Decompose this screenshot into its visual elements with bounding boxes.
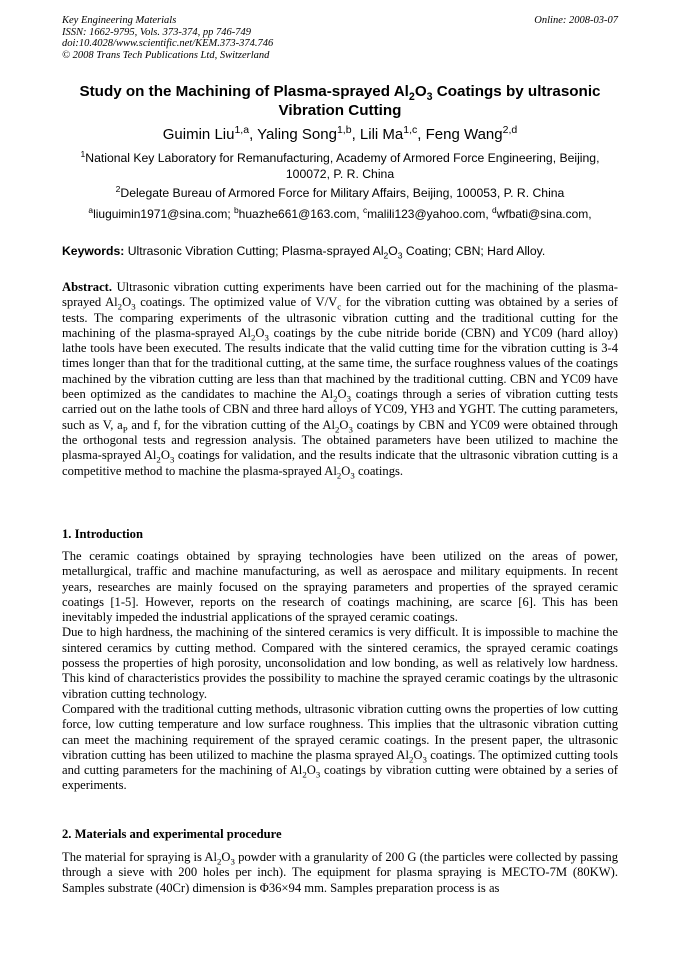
journal-header — [62, 15, 618, 61]
paragraph: The material for spraying is $Al_2O_3$ powder with a granularity of 200 G (the particles were collected by passing through a sieve with 200 holes per inch). The equipment for plasma spraying is MECTO-7M (80KW). Samples substrate (40Cr) dimension is Φ36×94 mm. Samples preparation process is as — [62, 850, 619, 895]
email-link[interactable]: malili123@yahoo.com, — [367, 207, 493, 221]
section-heading-introduction: 1. Introduction — [62, 527, 143, 541]
paragraph: The ceramic coatings obtained by spraying technologies have been utilized on the areas of power, metallurgical, traffic and machine manufacturing, as well as aerospace and military equipments. In recent years, researches are mainly focused on the spraying parameters and properties of the sprayed ceramic coatings [1-5]. However, reports on the research of coatings machining, are scarce [6]. This has been inevitably impeded the industrial applications of the sprayed ceramic coatings. — [62, 549, 618, 625]
author-name: Yaling Song — [257, 126, 337, 143]
keywords: Keywords: Ultrasonic Vibration Cutting; Plasma-sprayed $Al_2O_3$ Coating; CBN; Hard Alloy. — [62, 244, 546, 261]
paragraph: Compared with the traditional cutting methods, ultrasonic vibration cutting owns the properties of low cutting force, low cutting temperature and low surface roughness. This implies that the ultrasonic vibration cutting can meet the machining requirement of the sprayed ceramic coatings. In the present paper, the ultrasonic vibration cutting has been utilized to machine the plasma sprayed $Al_2O_3$ coatings. The optimized cutting tools and cutting parameters for the machining of $Al_2O_3$ coatings by vibration cutting were obtained by a series of experiments. — [62, 701, 618, 793]
author-emails: $^a$liuguimin1971@sina.com; $^b$huazhe661@163.com, $^c$malili123@yahoo.com, $^d$wfbati@sina.com, — [88, 205, 592, 221]
email-link[interactable]: wfbati@sina.com, — [496, 207, 592, 221]
keywords-label: Keywords: — [62, 244, 125, 258]
section-heading-materials: 2. Materials and experimental procedure — [62, 827, 282, 841]
author-name: Feng Wang — [425, 126, 503, 143]
paragraph: Due to high hardness, the machining of the sintered ceramics is very difficult. It is impossible to machine the sintered ceramics by cutting method. Compared with the sintered ceramics, the sprayed ceramic coatings possess the properties of high porosity, unconsolidation and low bonding, as well as relatively low hardness. This kind of characteristics provides the possibility to machine the sprayed ceramic coatings by the ultrasonic vibration cutting technology. — [62, 625, 618, 701]
email-link[interactable]: huazhe661@163.com, — [238, 207, 363, 221]
author-name: Guimin Liu — [162, 126, 235, 143]
introduction-body — [62, 549, 618, 794]
abstract-body: Ultrasonic vibration cutting experiments have been carried out for the machining of the plasma-sprayed $Al_2O_3$ coatings. The optimized value of $V/V_c$ for the vibration cutting was obtained by a series of tests. The comparing experiments of the ultrasonic vibration cutting and the traditional cutting for the machining of the plasma-sprayed $Al_2O_3$ coatings by the cube nitride boride (CBN) and YC09 (hard alloy) lathe tools have been executed. The results indicate that the valid cutting time for the vibration cutting is 3-4 times longer than that for the traditional cutting, at the same time, the surface roughness values of the coatings machined by the vibration cutting are less than that machined by the traditional cutting. CBN and YC09 have been optimized as the candidates to machine the $Al_2O_3$ coatings through a series of vibration cutting tests carried out on the lathe tools of CBN and three hard alloys of YC09, YH3 and YGHT. The cutting parameters, such as V, $a_P$ and f, for the vibration cutting of the $Al_2O_3$ coatings by CBN and YC09 were obtained through the orthogonal tests and regression analysis. The obtained parameters have been utilized to machine the plasma-sprayed $Al_2O_3$ coatings for validation, and the results indicate that the ultrasonic vibration cutting is a competitive method to machine the plasma-sprayed $Al_2O_3$ coatings. — [62, 280, 619, 481]
online-date: Online: 2008-03-07 — [534, 15, 618, 26]
affiliation-1: $^1$National Key Laboratory for Remanufacturing, Academy of Armored Force Engineering, Beijing, 100072, P. R. China — [80, 148, 600, 181]
journal-copyright: © 2008 Trans Tech Publications Ltd, Switzerland — [62, 49, 270, 61]
paper-title: Study on the Machining of Plasma-sprayed $Al_2O_3$ Coatings by ultrasonic Vibration Cutting — [79, 83, 601, 119]
materials-body — [62, 850, 618, 896]
email-link[interactable]: liuguimin1971@sina.com; — [93, 207, 234, 221]
journal-issn: ISSN: 1662-9795, Vols. 373-374, pp 746-749 — [62, 26, 251, 38]
journal-doi: doi:10.4028/www.scientific.net/KEM.373-374.746 — [62, 38, 274, 49]
abstract-label: Abstract. — [62, 280, 113, 294]
abstract — [62, 280, 618, 479]
author-list: Guimin Liu$^{1,a}$, Yaling Song$^{1,b}$, Lili Ma$^{1,c}$, Feng Wang$^{2,d}$ — [162, 124, 518, 143]
journal-name: Key Engineering Materials — [62, 15, 177, 26]
affiliation-2: $^2$Delegate Bureau of Armored Force for Military Affairs, Beijing, 100053, P. R. China — [115, 183, 565, 200]
author-name: Lili Ma — [359, 126, 404, 143]
